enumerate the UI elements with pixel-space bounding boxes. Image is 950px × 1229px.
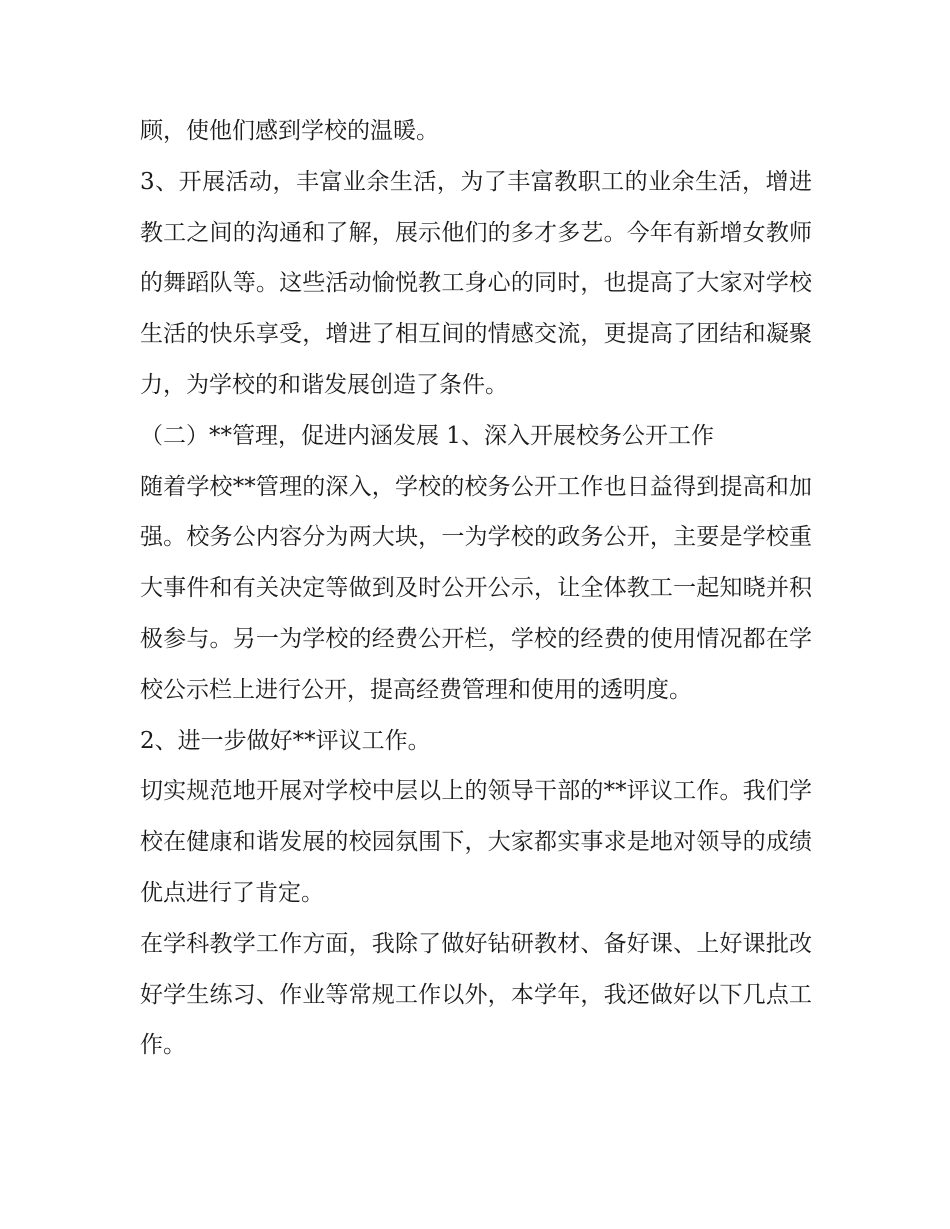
paragraph-7: 在学科教学工作方面，我除了做好钻研教材、备好课、上好课批改好学生练习、作业等常规工作以外，本学年，我还做好以下几点工作。 <box>140 930 812 1059</box>
paragraph-1: 顾，使他们感到学校的温暖。 <box>140 118 439 144</box>
paragraph-6: 切实规范地开展对学校中层以上的领导干部的**评议工作。我们学校在健康和谐发展的校园氛围下，大家都实事求是地对领导的成绩优点进行了肯定。 <box>140 778 812 906</box>
paragraph-5-subheading: 2、进一步做好**评议工作。 <box>140 727 431 754</box>
paragraph-3-section-heading: （二）**管理，促进内涵发展 1、深入开展校务公开工作 <box>140 422 714 449</box>
paragraph-4: 随着学校**管理的深入，学校的校务公开工作也日益得到提高和加强。校务公内容分为两大块，一为学校的政务公开，主要是学校重大事件和有关决定等做到及时公开公示，让全体教工一起知晓并积极参与。另一为学校的经费公开栏，学校的经费的使用情况都在学校公示栏上进行公开，提高经费管理和使用的透明度。 <box>140 473 812 703</box>
paragraph-2: 3、开展活动，丰富业余生活，为了丰富教职工的业余生活，增进教工之间的沟通和了解，展示他们的多才多艺。今年有新增女教师的舞蹈队等。这些活动愉悦教工身心的同时，也提高了大家对学校生活的快乐享受，增进了相互间的情感交流，更提高了团结和凝聚力，为学校的和谐发展创造了条件。 <box>140 168 812 398</box>
document-body <box>140 106 812 1071</box>
